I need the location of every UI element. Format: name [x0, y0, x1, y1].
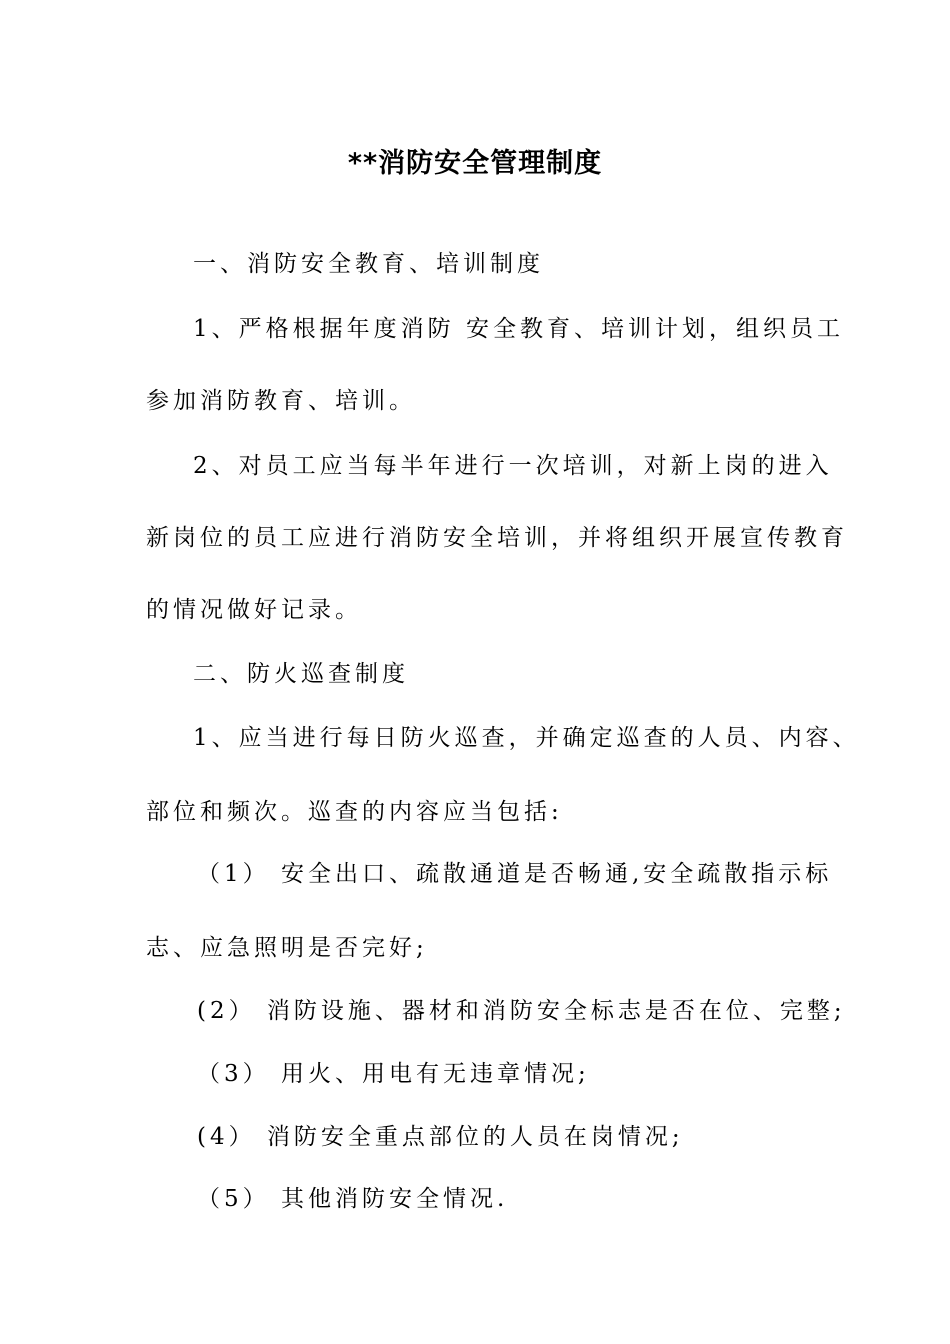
paragraph-line: 2、对员工应当每半年进行一次培训，对新上岗的进入: [193, 453, 833, 479]
list-item: （3） 用火、用电有无违章情况;: [197, 1061, 590, 1087]
document-title: **消防安全管理制度: [347, 148, 603, 179]
paragraph-line: 1、严格根据年度消防 安全教育、培训计划，组织员工: [193, 316, 844, 342]
list-item: （5） 其他消防安全情况.: [197, 1186, 509, 1212]
paragraph-line: 新岗位的员工应进行消防安全培训，并将组织开展宣传教育: [146, 525, 848, 551]
section-heading-education: 一、消防安全教育、培训制度: [193, 251, 544, 277]
list-item: （1） 安全出口、疏散通道是否畅通,安全疏散指示标: [197, 861, 833, 887]
paragraph-line: 部位和频次。巡查的内容应当包括:: [146, 799, 563, 825]
section-heading-patrol: 二、防火巡查制度: [193, 661, 409, 687]
paragraph-line: 参加消防教育、培训。: [146, 388, 416, 414]
list-item-continuation: 志、应急照明是否完好;: [146, 935, 428, 961]
list-item: (2） 消防设施、器材和消防安全标志是否在位、完整;: [197, 998, 846, 1024]
paragraph-line: 的情况做好记录。: [146, 597, 362, 623]
list-item: (4） 消防安全重点部位的人员在岗情况;: [197, 1124, 684, 1150]
paragraph-line: 1、应当进行每日防火巡查，并确定巡查的人员、内容、: [193, 725, 860, 751]
